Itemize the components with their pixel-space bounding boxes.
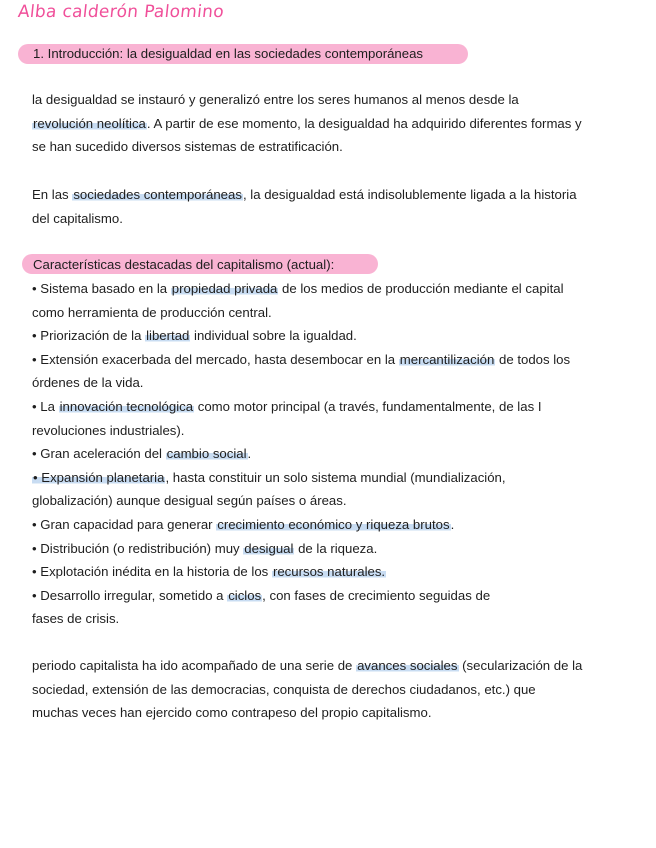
highlight: propiedad privada (171, 281, 278, 296)
list-item: • Expansión planetaria, hasta constituir un solo sistema mundial (mundialización, (33, 469, 506, 485)
list-item: • Distribución (o redistribución) muy desigual de la riqueza. (32, 540, 378, 556)
characteristics-list (32, 277, 632, 631)
highlight: ciclos (228, 587, 262, 603)
list-item-continuation: revoluciones industriales). (32, 422, 185, 438)
list-item-continuation: órdenes de la vida. (32, 375, 144, 391)
text-line: muchas veces han ejercido como contrapeso del propio capitalismo. (32, 705, 432, 721)
text-line: del capitalismo. (32, 210, 123, 226)
list-item: • Priorización de la libertad individual sobre la igualdad. (32, 328, 357, 344)
highlight: mercantilización (399, 351, 495, 367)
highlight: sociedades contemporáneas (73, 187, 242, 202)
capitalism-paragraph (32, 183, 632, 230)
highlight: innovación tecnológica (59, 398, 194, 414)
list-item: • La innovación tecnológica como motor principal (a través, fundamentalmente, de las I (32, 398, 542, 414)
list-item: • Extensión exacerbada del mercado, hasta desembocar en la mercantilización de todos los (32, 351, 571, 367)
closing-paragraph (32, 654, 632, 725)
highlight: revolución neolítica (33, 115, 146, 131)
text-line: la desigualdad se instauró y generalizó entre los seres humanos al menos desde la (32, 92, 519, 107)
highlight: libertad (146, 328, 190, 344)
highlight: cambio social (166, 446, 247, 462)
list-item: • Explotación inédita en la historia de los recursos naturales. (32, 564, 386, 580)
list-item: • Desarrollo irregular, sometido a ciclos, con fases de crecimiento seguidas de (32, 587, 491, 603)
list-item-continuation: como herramienta de producción central. (32, 304, 272, 320)
author-name: Alba calderón Palomino (16, 2, 226, 22)
section-1-title: 1. Introducción: la desigualdad en las sociedades contemporáneas (33, 46, 424, 61)
list-item: • Gran aceleración del cambio social. (32, 446, 252, 462)
list-item-continuation: globalización) aunque desigual según países o áreas. (32, 493, 347, 509)
text-line: revolución neolítica. A partir de ese momento, la desigualdad ha adquirido diferentes formas y (33, 115, 582, 131)
section-2-title: Características destacadas del capitalismo (actual): (33, 257, 335, 272)
highlight: desigual (244, 540, 294, 556)
text-line: sociedad, extensión de las democracias, conquista de derechos ciudadanos, etc.) que (32, 681, 536, 697)
highlight: recursos naturales. (272, 564, 386, 580)
text-line: se han sucedido diversos sistemas de estratificación. (32, 139, 343, 155)
intro-paragraph (32, 88, 632, 159)
highlight: avances sociales (357, 658, 458, 673)
list-item-continuation: fases de crisis. (32, 611, 120, 627)
highlight: crecimiento económico y riqueza brutos (217, 516, 450, 532)
list-item: • Gran capacidad para generar crecimiento económico y riqueza brutos. (32, 516, 455, 532)
text-line: periodo capitalista ha ido acompañado de una serie de avances sociales (secularización de la (32, 658, 583, 673)
text-line: En las sociedades contemporáneas, la desigualdad está indisolublemente ligada a la historia (32, 187, 577, 202)
list-item: • Sistema basado en la propiedad privada de los medios de producción mediante el capital (32, 281, 564, 296)
highlight: • Expansión planetaria (33, 469, 165, 485)
